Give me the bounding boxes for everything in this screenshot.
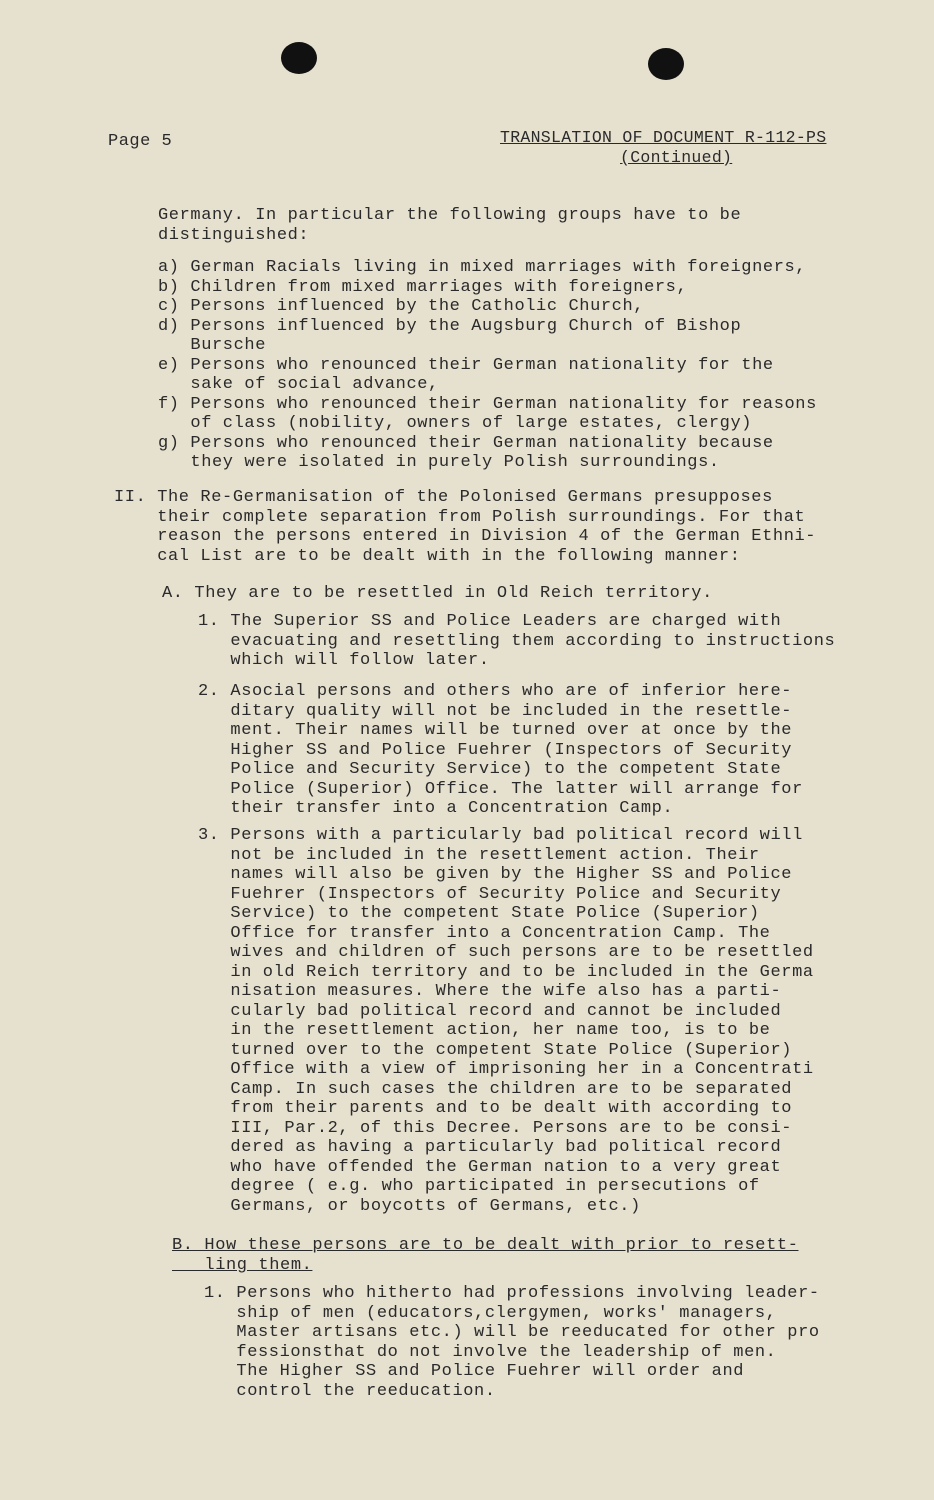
punch-hole-left	[281, 42, 317, 74]
section-b-heading: B. How these persons are to be dealt with prior to resett- ling them.	[172, 1236, 799, 1275]
punch-hole-right	[648, 48, 684, 80]
intro-paragraph: Germany. In particular the following groups have to be distinguished:	[158, 206, 742, 245]
section-ii-paragraph: II. The Re-Germanisation of the Polonised Germans presupposes their complete separation from Polish surroundings. For that reason the persons entered in Division 4 of the German Ethni- cal List are to be dealt with in the following manner:	[114, 488, 817, 566]
page-number: Page 5	[108, 132, 173, 151]
document-header	[500, 128, 880, 168]
header-continued: (Continued)	[620, 148, 733, 167]
section-a-heading: A. They are to be resettled in Old Reich territory.	[162, 584, 713, 603]
item-a2: 2. Asocial persons and others who are of inferior here- ditary quality will not be included in the resettle- ment. Their names will be turned over at once by the Higher SS and Police Fuehrer (Inspectors of Security Police and Security Service) to the competent State Police (Superior) Office. The latter will arrange for their transfer into a Concentration Camp.	[198, 682, 803, 818]
header-title: TRANSLATION OF DOCUMENT R-112-PS	[500, 128, 827, 147]
groups-list: a) German Racials living in mixed marriages with foreigners, b) Children from mixed marriages with foreigners, c) Persons influenced by the Catholic Church, d) Persons influenced by the Augsburg Church of Bishop Bursche e) Persons who renounced their German nationality for the sake of social advance, f) Persons who renounced their German nationality for reasons of class (nobility, owners of large estates, clergy) g) Persons who renounced their German nationality because they were isolated in purely Polish surroundings.	[158, 258, 817, 472]
item-a3: 3. Persons with a particularly bad political record will not be included in the resettlement action. Their names will also be given by the Higher SS and Police Fuehrer (Inspectors of Security Police and Security Service) to the competent State Police (Superior) Office for transfer into a Concentration Camp. The wives and children of such persons are to be resettled in old Reich territory and to be included in the Germa nisation measures. Where the wife also has a parti- cularly bad political record and cannot be included in the resettlement action, her name too, is to be turned over to the competent State Police (Superior) Office with a view of imprisoning her in a Concentrati Camp. In such cases the children are to be separated from their parents and to be dealt with according to III, Par.2, of this Decree. Persons are to be consi- dered as having a particularly bad political record who have offended the German nation to a very great degree ( e.g. who participated in persecutions of Germans, or boycotts of Germans, etc.)	[198, 826, 814, 1216]
item-a1: 1. The Superior SS and Police Leaders are charged with evacuating and resettling them according to instructions which will follow later.	[198, 612, 836, 670]
item-b1: 1. Persons who hitherto had professions involving leader- ship of men (educators,clergymen, works' managers, Master artisans etc.) will be reeducated for other pro fessionsthat do not involve the leadership of men. The Higher SS and Police Fuehrer will order and control the reeducation.	[204, 1284, 820, 1401]
